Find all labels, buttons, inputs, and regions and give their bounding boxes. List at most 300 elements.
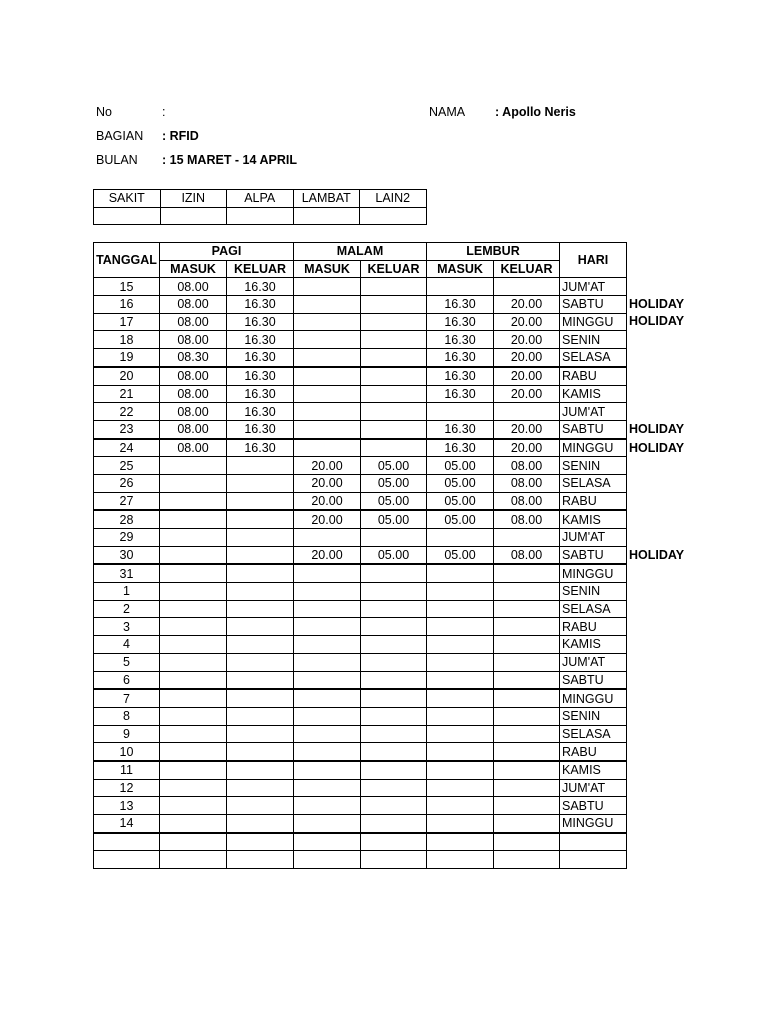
- cell-hari: RABU: [560, 367, 627, 385]
- cell-malam-keluar: [361, 707, 427, 725]
- cell-lembur-masuk: 05.00: [427, 510, 494, 528]
- cell-lembur-keluar: [494, 600, 560, 618]
- cell-malam-keluar: [361, 529, 427, 547]
- cell-hari: SELASA: [560, 600, 627, 618]
- table-row: [94, 529, 627, 547]
- absence-col-sakit: SAKIT: [94, 190, 161, 208]
- cell-pagi-keluar: [227, 797, 294, 815]
- cell-tanggal: 19: [94, 349, 160, 367]
- cell-pagi-keluar: [227, 761, 294, 779]
- cell-hari: KAMIS: [560, 385, 627, 403]
- cell-tanggal: 22: [94, 403, 160, 421]
- absence-table: [93, 189, 427, 225]
- cell-pagi-masuk: [160, 779, 227, 797]
- cell-hari: SELASA: [560, 349, 627, 367]
- cell-malam-masuk: [294, 349, 361, 367]
- cell-tanggal: 26: [94, 474, 160, 492]
- bulan-label: BULAN: [96, 153, 138, 167]
- cell-malam-masuk: [294, 564, 361, 582]
- cell-pagi-masuk: [160, 689, 227, 707]
- table-row: [94, 689, 627, 707]
- table-row: [94, 707, 627, 725]
- cell-malam-keluar: [361, 403, 427, 421]
- cell-tanggal: 4: [94, 636, 160, 654]
- cell-tanggal: 20: [94, 367, 160, 385]
- cell-lembur-masuk: [427, 761, 494, 779]
- table-row: [94, 439, 627, 457]
- cell-malam-masuk: 20.00: [294, 510, 361, 528]
- cell-hari: KAMIS: [560, 636, 627, 654]
- cell-malam-masuk: [294, 707, 361, 725]
- cell-lembur-masuk: 05.00: [427, 474, 494, 492]
- cell-malam-keluar: [361, 851, 427, 869]
- cell-lembur-keluar: 20.00: [494, 420, 560, 438]
- cell-tanggal: 23: [94, 420, 160, 438]
- absence-value-alpa: [227, 207, 294, 225]
- header-lembur-keluar: KELUAR: [494, 260, 560, 278]
- nama-value: : Apollo Neris: [495, 105, 576, 119]
- cell-pagi-masuk: [160, 492, 227, 510]
- cell-lembur-keluar: [494, 583, 560, 601]
- cell-pagi-masuk: [160, 529, 227, 547]
- cell-tanggal: 7: [94, 689, 160, 707]
- cell-malam-masuk: [294, 779, 361, 797]
- absence-col-lain2: LAIN2: [360, 190, 427, 208]
- cell-lembur-keluar: [494, 707, 560, 725]
- table-row: [94, 779, 627, 797]
- cell-malam-masuk: [294, 529, 361, 547]
- cell-lembur-masuk: [427, 833, 494, 851]
- cell-malam-masuk: [294, 600, 361, 618]
- cell-malam-masuk: [294, 367, 361, 385]
- no-separator: :: [162, 105, 166, 119]
- cell-pagi-keluar: 16.30: [227, 367, 294, 385]
- cell-pagi-keluar: [227, 618, 294, 636]
- cell-pagi-masuk: [160, 653, 227, 671]
- cell-lembur-keluar: 20.00: [494, 296, 560, 314]
- cell-malam-keluar: [361, 797, 427, 815]
- cell-pagi-keluar: [227, 653, 294, 671]
- cell-malam-keluar: [361, 583, 427, 601]
- cell-hari: MINGGU: [560, 564, 627, 582]
- cell-pagi-masuk: [160, 457, 227, 475]
- cell-pagi-masuk: 08.00: [160, 313, 227, 331]
- cell-malam-masuk: [294, 797, 361, 815]
- table-row: [94, 313, 627, 331]
- cell-lembur-masuk: [427, 564, 494, 582]
- cell-pagi-masuk: [160, 833, 227, 851]
- cell-tanggal: 29: [94, 529, 160, 547]
- table-row: [94, 296, 627, 314]
- absence-col-lambat: LAMBAT: [293, 190, 360, 208]
- cell-malam-keluar: [361, 725, 427, 743]
- table-row: [94, 815, 627, 833]
- cell-pagi-keluar: 16.30: [227, 403, 294, 421]
- cell-hari: KAMIS: [560, 761, 627, 779]
- table-row: [94, 851, 627, 869]
- cell-malam-masuk: [294, 439, 361, 457]
- cell-tanggal: 10: [94, 743, 160, 761]
- cell-lembur-masuk: [427, 600, 494, 618]
- table-row: [94, 367, 627, 385]
- cell-hari: MINGGU: [560, 689, 627, 707]
- cell-malam-masuk: [294, 725, 361, 743]
- cell-malam-keluar: [361, 689, 427, 707]
- cell-lembur-keluar: [494, 689, 560, 707]
- cell-malam-keluar: [361, 636, 427, 654]
- cell-malam-keluar: [361, 600, 427, 618]
- cell-malam-keluar: [361, 313, 427, 331]
- cell-lembur-masuk: [427, 689, 494, 707]
- cell-malam-masuk: [294, 743, 361, 761]
- cell-pagi-masuk: 08.00: [160, 403, 227, 421]
- cell-pagi-masuk: [160, 474, 227, 492]
- table-row: [94, 653, 627, 671]
- cell-malam-keluar: [361, 743, 427, 761]
- cell-lembur-masuk: [427, 851, 494, 869]
- header-pagi: PAGI: [160, 243, 294, 261]
- cell-hari: SENIN: [560, 331, 627, 349]
- cell-lembur-masuk: [427, 779, 494, 797]
- cell-malam-keluar: [361, 653, 427, 671]
- cell-tanggal: 21: [94, 385, 160, 403]
- cell-tanggal: 28: [94, 510, 160, 528]
- cell-hari: SENIN: [560, 457, 627, 475]
- table-row: [94, 725, 627, 743]
- cell-lembur-masuk: [427, 671, 494, 689]
- cell-tanggal: 2: [94, 600, 160, 618]
- cell-lembur-keluar: [494, 564, 560, 582]
- cell-lembur-masuk: 05.00: [427, 492, 494, 510]
- holiday-note: HOLIDAY: [629, 440, 685, 455]
- table-row: [94, 583, 627, 601]
- header-hari: HARI: [560, 243, 627, 278]
- cell-malam-keluar: 05.00: [361, 457, 427, 475]
- cell-malam-keluar: [361, 564, 427, 582]
- cell-tanggal: 11: [94, 761, 160, 779]
- cell-pagi-keluar: [227, 474, 294, 492]
- table-row: [94, 331, 627, 349]
- header-lembur-masuk: MASUK: [427, 260, 494, 278]
- cell-lembur-masuk: [427, 529, 494, 547]
- cell-hari: SELASA: [560, 474, 627, 492]
- cell-hari: JUM'AT: [560, 278, 627, 296]
- cell-lembur-keluar: [494, 815, 560, 833]
- header-pagi-keluar: KELUAR: [227, 260, 294, 278]
- cell-tanggal: 31: [94, 564, 160, 582]
- cell-malam-masuk: [294, 653, 361, 671]
- table-row: [94, 636, 627, 654]
- cell-pagi-masuk: [160, 815, 227, 833]
- cell-lembur-masuk: 05.00: [427, 546, 494, 564]
- cell-hari: MINGGU: [560, 439, 627, 457]
- cell-pagi-keluar: 16.30: [227, 349, 294, 367]
- cell-pagi-keluar: 16.30: [227, 385, 294, 403]
- cell-hari: SELASA: [560, 725, 627, 743]
- holiday-note: HOLIDAY: [629, 296, 685, 311]
- cell-pagi-masuk: [160, 510, 227, 528]
- cell-malam-masuk: [294, 671, 361, 689]
- cell-hari: RABU: [560, 743, 627, 761]
- cell-lembur-masuk: [427, 618, 494, 636]
- cell-lembur-masuk: 16.30: [427, 367, 494, 385]
- table-row: [94, 420, 627, 438]
- table-row: [94, 278, 627, 296]
- table-row: [94, 564, 627, 582]
- bulan-value: : 15 MARET - 14 APRIL: [162, 153, 297, 167]
- header-pagi-masuk: MASUK: [160, 260, 227, 278]
- absence-col-alpa: ALPA: [227, 190, 294, 208]
- header-malam-masuk: MASUK: [294, 260, 361, 278]
- absence-value-sakit: [94, 207, 161, 225]
- table-row: [94, 618, 627, 636]
- cell-malam-masuk: [294, 313, 361, 331]
- cell-malam-keluar: [361, 278, 427, 296]
- cell-lembur-keluar: 08.00: [494, 546, 560, 564]
- cell-lembur-keluar: 20.00: [494, 367, 560, 385]
- cell-malam-keluar: 05.00: [361, 510, 427, 528]
- cell-pagi-keluar: [227, 457, 294, 475]
- cell-malam-masuk: [294, 815, 361, 833]
- cell-lembur-keluar: [494, 636, 560, 654]
- cell-tanggal: 3: [94, 618, 160, 636]
- cell-lembur-keluar: 20.00: [494, 439, 560, 457]
- attendance-header-row-2: [94, 260, 627, 278]
- cell-hari: JUM'AT: [560, 779, 627, 797]
- cell-tanggal: 17: [94, 313, 160, 331]
- cell-tanggal: 30: [94, 546, 160, 564]
- cell-lembur-keluar: [494, 779, 560, 797]
- cell-lembur-masuk: 05.00: [427, 457, 494, 475]
- cell-hari: SABTU: [560, 797, 627, 815]
- cell-malam-keluar: [361, 349, 427, 367]
- cell-pagi-masuk: 08.00: [160, 420, 227, 438]
- cell-malam-keluar: 05.00: [361, 474, 427, 492]
- bagian-label: BAGIAN: [96, 129, 144, 143]
- cell-malam-masuk: [294, 296, 361, 314]
- cell-malam-masuk: 20.00: [294, 474, 361, 492]
- cell-pagi-masuk: [160, 851, 227, 869]
- attendance-header-row-1: [94, 243, 627, 261]
- cell-malam-keluar: [361, 420, 427, 438]
- cell-malam-masuk: [294, 833, 361, 851]
- cell-pagi-keluar: [227, 492, 294, 510]
- cell-lembur-masuk: [427, 725, 494, 743]
- header-tanggal: TANGGAL: [94, 243, 160, 278]
- cell-pagi-keluar: 16.30: [227, 439, 294, 457]
- cell-pagi-masuk: 08.00: [160, 385, 227, 403]
- cell-pagi-keluar: [227, 851, 294, 869]
- cell-pagi-keluar: [227, 529, 294, 547]
- cell-hari: SABTU: [560, 546, 627, 564]
- cell-pagi-masuk: 08.30: [160, 349, 227, 367]
- table-row: [94, 385, 627, 403]
- cell-hari: [560, 833, 627, 851]
- cell-lembur-masuk: [427, 653, 494, 671]
- cell-lembur-keluar: [494, 278, 560, 296]
- cell-lembur-keluar: [494, 833, 560, 851]
- cell-malam-keluar: [361, 833, 427, 851]
- cell-hari: SENIN: [560, 583, 627, 601]
- cell-tanggal: 5: [94, 653, 160, 671]
- cell-malam-keluar: [361, 815, 427, 833]
- cell-tanggal: 27: [94, 492, 160, 510]
- cell-pagi-keluar: 16.30: [227, 313, 294, 331]
- cell-pagi-masuk: [160, 546, 227, 564]
- header-lembur: LEMBUR: [427, 243, 560, 261]
- cell-lembur-masuk: 16.30: [427, 296, 494, 314]
- cell-lembur-keluar: 20.00: [494, 385, 560, 403]
- cell-lembur-keluar: 08.00: [494, 510, 560, 528]
- table-row: [94, 457, 627, 475]
- cell-lembur-keluar: [494, 761, 560, 779]
- cell-pagi-masuk: 08.00: [160, 367, 227, 385]
- cell-malam-masuk: [294, 636, 361, 654]
- cell-lembur-keluar: [494, 403, 560, 421]
- cell-pagi-keluar: 16.30: [227, 420, 294, 438]
- cell-pagi-masuk: [160, 636, 227, 654]
- cell-pagi-keluar: [227, 636, 294, 654]
- cell-lembur-masuk: 16.30: [427, 349, 494, 367]
- cell-malam-keluar: [361, 296, 427, 314]
- cell-hari: SENIN: [560, 707, 627, 725]
- table-row: [94, 546, 627, 564]
- cell-malam-keluar: [361, 331, 427, 349]
- cell-hari: JUM'AT: [560, 529, 627, 547]
- cell-pagi-keluar: 16.30: [227, 278, 294, 296]
- cell-pagi-masuk: [160, 671, 227, 689]
- header-malam: MALAM: [294, 243, 427, 261]
- cell-malam-masuk: [294, 689, 361, 707]
- table-row: [94, 833, 627, 851]
- cell-tanggal: 1: [94, 583, 160, 601]
- cell-pagi-masuk: [160, 743, 227, 761]
- cell-pagi-keluar: 16.30: [227, 296, 294, 314]
- cell-hari: MINGGU: [560, 815, 627, 833]
- cell-lembur-masuk: [427, 636, 494, 654]
- cell-malam-masuk: [294, 420, 361, 438]
- cell-malam-masuk: 20.00: [294, 546, 361, 564]
- cell-pagi-masuk: 08.00: [160, 278, 227, 296]
- cell-lembur-masuk: 16.30: [427, 313, 494, 331]
- cell-lembur-masuk: 16.30: [427, 385, 494, 403]
- table-row: [94, 600, 627, 618]
- cell-malam-masuk: [294, 331, 361, 349]
- cell-malam-keluar: [361, 385, 427, 403]
- cell-malam-keluar: 05.00: [361, 492, 427, 510]
- cell-hari: RABU: [560, 492, 627, 510]
- cell-malam-masuk: [294, 403, 361, 421]
- cell-tanggal: 25: [94, 457, 160, 475]
- cell-malam-keluar: [361, 439, 427, 457]
- cell-lembur-keluar: 08.00: [494, 457, 560, 475]
- cell-hari: SABTU: [560, 420, 627, 438]
- cell-lembur-keluar: [494, 797, 560, 815]
- cell-hari: RABU: [560, 618, 627, 636]
- cell-malam-keluar: [361, 761, 427, 779]
- cell-malam-masuk: [294, 618, 361, 636]
- no-label: No: [96, 105, 112, 119]
- cell-pagi-keluar: [227, 689, 294, 707]
- cell-malam-masuk: 20.00: [294, 492, 361, 510]
- holiday-note: HOLIDAY: [629, 422, 685, 437]
- cell-hari: KAMIS: [560, 510, 627, 528]
- absence-col-izin: IZIN: [160, 190, 227, 208]
- cell-hari: JUM'AT: [560, 403, 627, 421]
- cell-pagi-keluar: [227, 779, 294, 797]
- cell-pagi-keluar: [227, 600, 294, 618]
- attendance-body: [94, 278, 627, 869]
- table-row: [94, 474, 627, 492]
- cell-lembur-keluar: [494, 671, 560, 689]
- cell-malam-keluar: [361, 671, 427, 689]
- cell-lembur-keluar: [494, 618, 560, 636]
- cell-pagi-keluar: 16.30: [227, 331, 294, 349]
- cell-tanggal: [94, 833, 160, 851]
- cell-malam-masuk: [294, 851, 361, 869]
- cell-hari: MINGGU: [560, 313, 627, 331]
- absence-value-lain2: [360, 207, 427, 225]
- holiday-note: HOLIDAY: [629, 314, 685, 329]
- cell-tanggal: 6: [94, 671, 160, 689]
- cell-pagi-masuk: [160, 564, 227, 582]
- cell-tanggal: 16: [94, 296, 160, 314]
- cell-lembur-keluar: 20.00: [494, 349, 560, 367]
- cell-malam-masuk: [294, 278, 361, 296]
- cell-tanggal: 9: [94, 725, 160, 743]
- table-row: [94, 492, 627, 510]
- cell-tanggal: 8: [94, 707, 160, 725]
- cell-tanggal: [94, 851, 160, 869]
- absence-header-row: [94, 190, 427, 208]
- cell-hari: JUM'AT: [560, 653, 627, 671]
- cell-pagi-keluar: [227, 725, 294, 743]
- cell-tanggal: 24: [94, 439, 160, 457]
- cell-lembur-masuk: 16.30: [427, 420, 494, 438]
- cell-lembur-keluar: [494, 653, 560, 671]
- table-row: [94, 671, 627, 689]
- cell-lembur-keluar: 20.00: [494, 313, 560, 331]
- table-row: [94, 403, 627, 421]
- cell-pagi-keluar: [227, 671, 294, 689]
- table-row: [94, 349, 627, 367]
- cell-pagi-masuk: [160, 600, 227, 618]
- cell-pagi-masuk: 08.00: [160, 439, 227, 457]
- cell-lembur-keluar: [494, 725, 560, 743]
- cell-pagi-keluar: [227, 815, 294, 833]
- cell-pagi-keluar: [227, 743, 294, 761]
- cell-pagi-masuk: [160, 583, 227, 601]
- cell-hari: [560, 851, 627, 869]
- table-row: [94, 797, 627, 815]
- cell-pagi-keluar: [227, 564, 294, 582]
- cell-lembur-masuk: [427, 743, 494, 761]
- nama-label: NAMA: [429, 105, 466, 119]
- table-row: [94, 761, 627, 779]
- cell-lembur-keluar: [494, 529, 560, 547]
- cell-lembur-masuk: 16.30: [427, 331, 494, 349]
- cell-malam-masuk: [294, 385, 361, 403]
- cell-pagi-masuk: [160, 618, 227, 636]
- cell-malam-keluar: 05.00: [361, 546, 427, 564]
- cell-tanggal: 12: [94, 779, 160, 797]
- cell-pagi-keluar: [227, 546, 294, 564]
- cell-lembur-keluar: 20.00: [494, 331, 560, 349]
- cell-lembur-keluar: [494, 851, 560, 869]
- cell-lembur-masuk: [427, 815, 494, 833]
- cell-pagi-masuk: [160, 725, 227, 743]
- cell-tanggal: 14: [94, 815, 160, 833]
